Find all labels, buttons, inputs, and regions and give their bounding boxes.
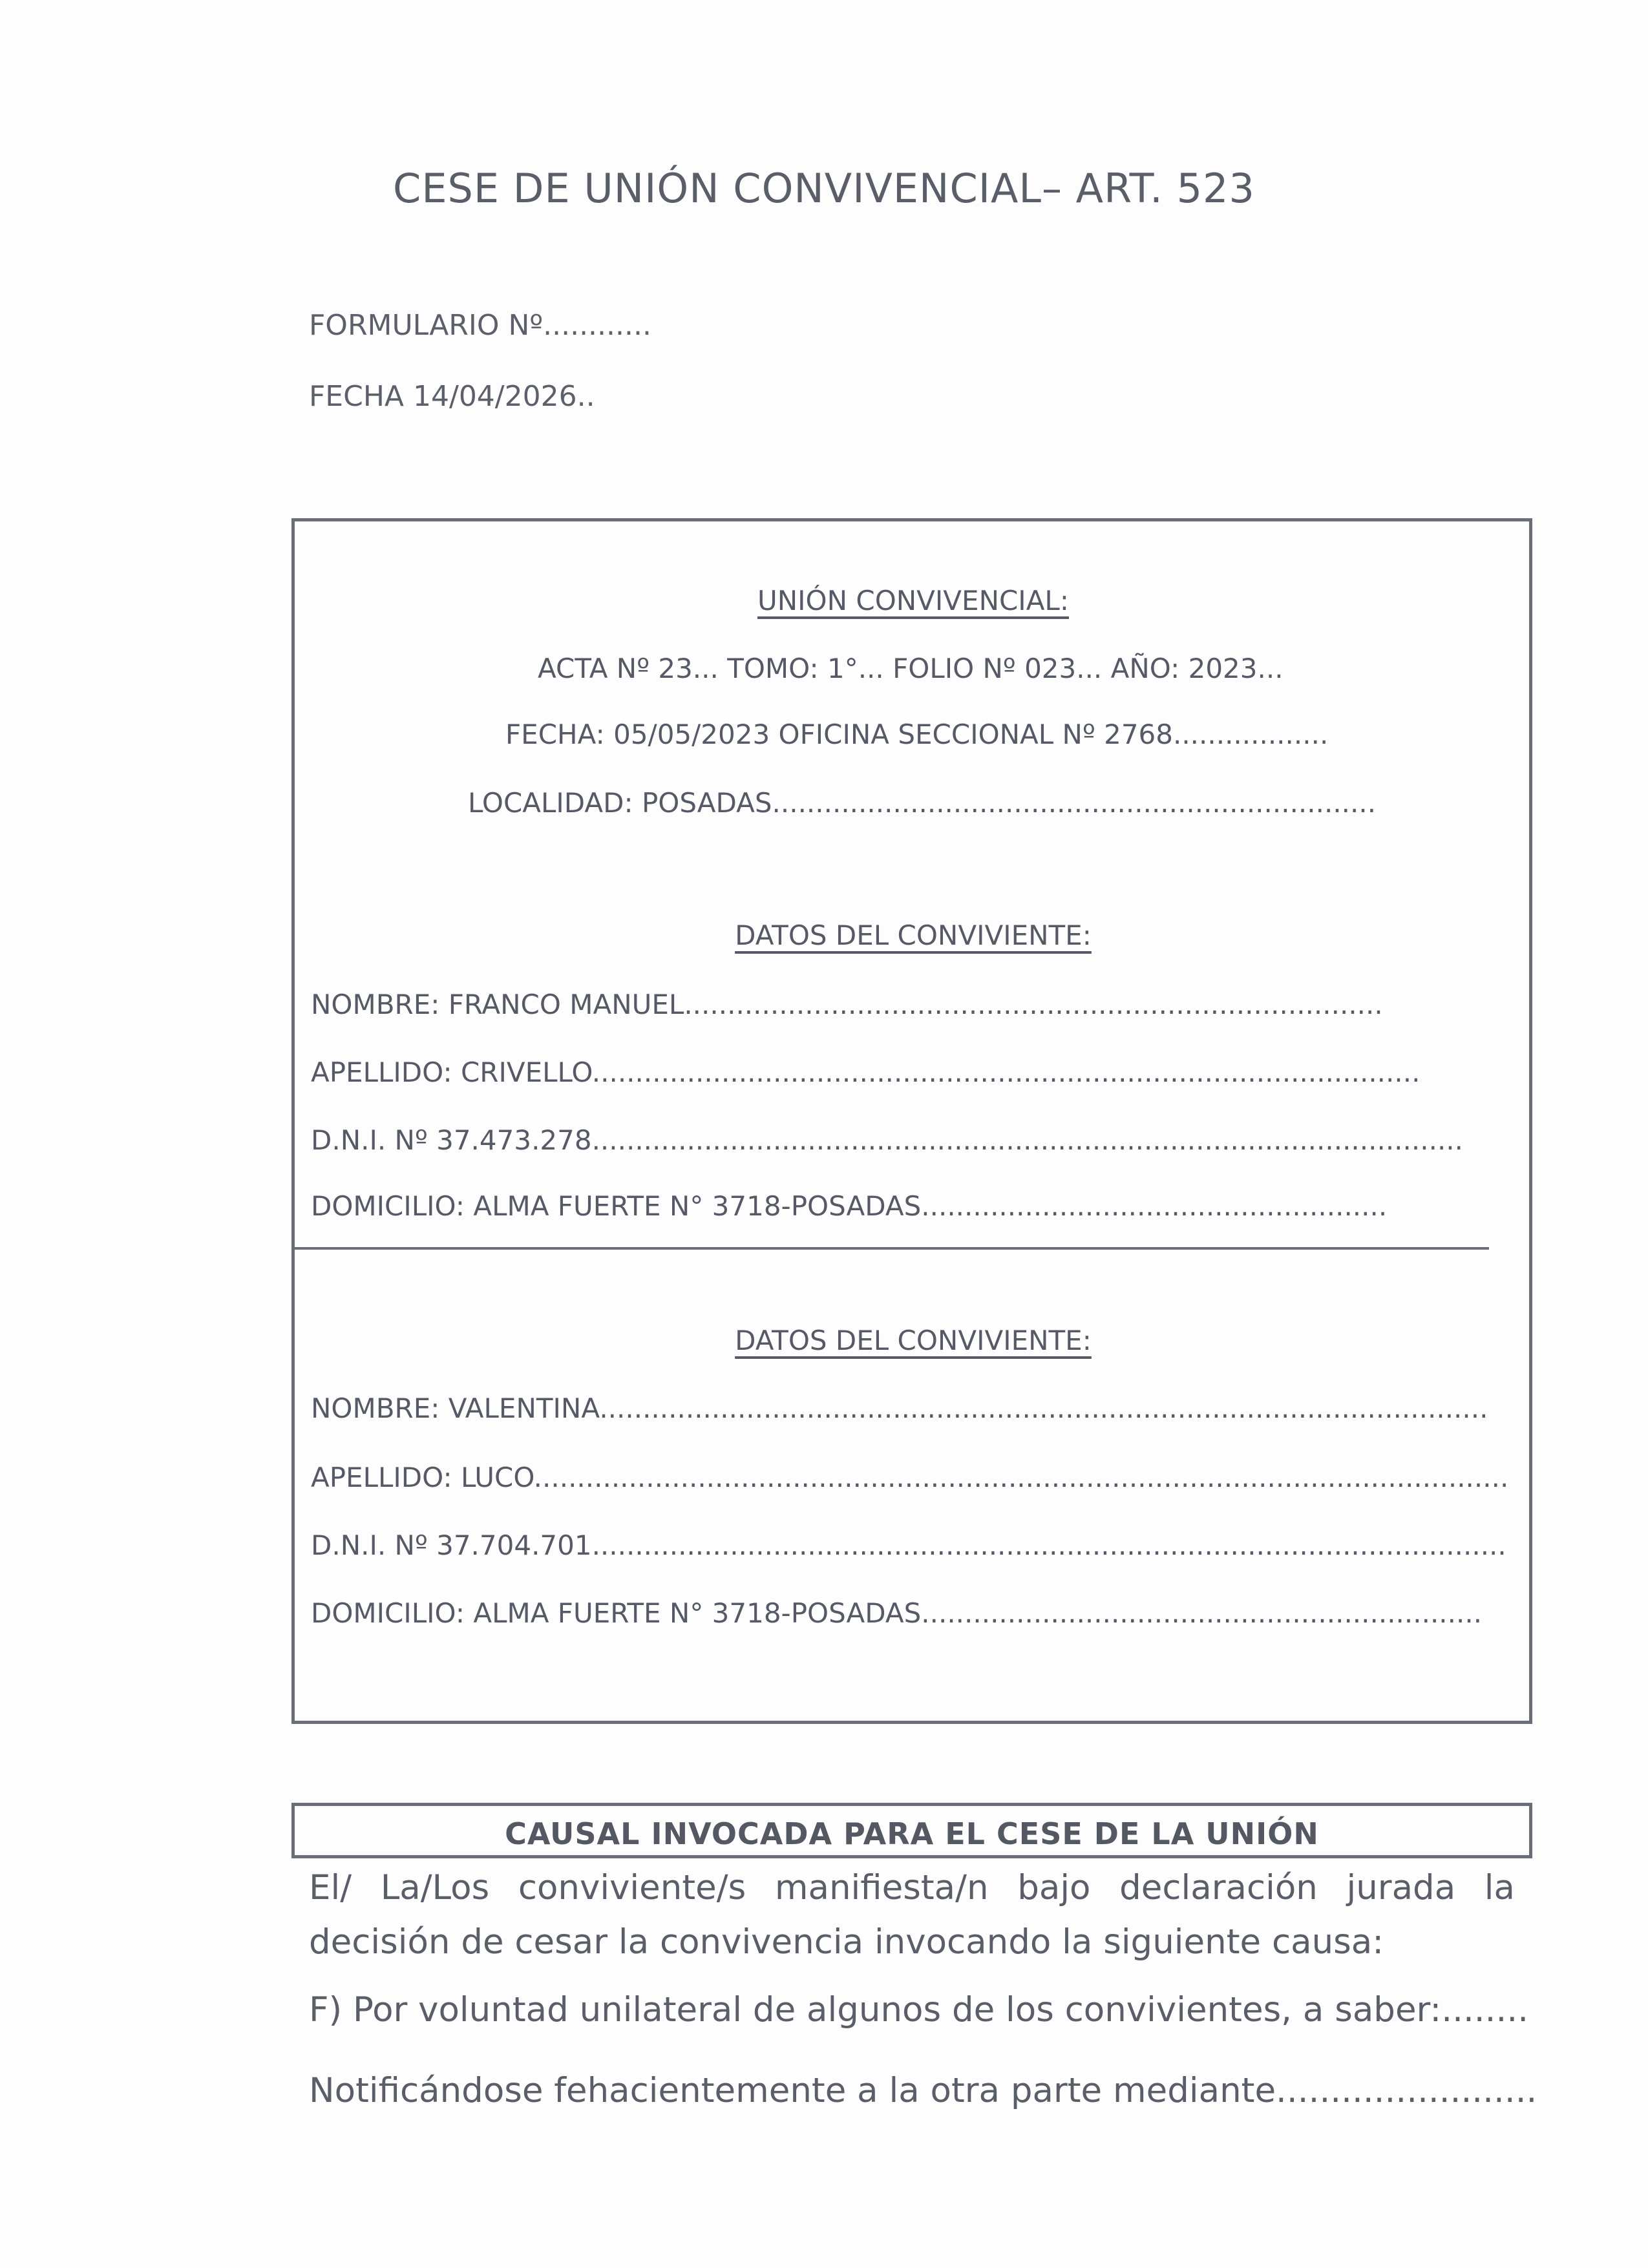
causa-line: F) Por voluntad unilateral de algunos de los convivientes, a saber:........ (309, 1990, 1529, 2030)
formulario-number: FORMULARIO Nº............ (309, 309, 651, 342)
causal-heading-box (291, 1803, 1532, 1858)
conviviente-1-dni: D.N.I. Nº 37.473.278..................................................................................................... (311, 1124, 1463, 1156)
causal-heading: CAUSAL INVOCADA PARA EL CESE DE LA UNIÓN (505, 1816, 1319, 1851)
conviviente-1-apellido: APELLIDO: CRIVELLO................................................................................................ (311, 1056, 1421, 1088)
union-heading: UNIÓN CONVIVENCIAL: (757, 585, 1069, 616)
conviviente-1-heading: DATOS DEL CONVIVIENTE: (735, 919, 1092, 951)
document-title: CESE DE UNIÓN CONVIVENCIAL– ART. 523 (393, 165, 1255, 212)
localidad-line: LOCALIDAD: POSADAS...................................................................... (468, 787, 1377, 819)
notificacion-line: Notificándose fehacientemente a la otra parte mediante........................ (309, 2071, 1537, 2110)
conviviente-2-heading: DATOS DEL CONVIVIENTE: (735, 1325, 1092, 1356)
conviviente-1-domicilio: DOMICILIO: ALMA FUERTE N° 3718-POSADAS...................................................... (311, 1190, 1388, 1222)
conviviente-1-nombre: NOMBRE: FRANCO MANUEL................................................................................. (311, 989, 1383, 1020)
declaracion-paragraph: El/ La/Los conviviente/s manifiesta/n bajo declaración jurada la decisión de cesar la convivencia invocando la siguiente causa: (309, 1868, 1515, 1962)
conviviente-2-domicilio: DOMICILIO: ALMA FUERTE N° 3718-POSADAS................................................................. (311, 1597, 1483, 1629)
section-divider (295, 1247, 1489, 1250)
union-date-line: FECHA: 05/05/2023 OFICINA SECCIONAL Nº 2768.................. (505, 719, 1329, 750)
form-date: FECHA 14/04/2026.. (309, 380, 595, 413)
acta-line: ACTA Nº 23... TOMO: 1°... FOLIO Nº 023... AÑO: 2023... (538, 653, 1284, 684)
conviviente-2-dni: D.N.I. Nº 37.704.701.......................................................................................................... (311, 1529, 1506, 1561)
conviviente-2-apellido: APELLIDO: LUCO................................................................................................................. (311, 1462, 1509, 1493)
conviviente-2-nombre: NOMBRE: VALENTINA....................................................................................................... (311, 1392, 1488, 1424)
